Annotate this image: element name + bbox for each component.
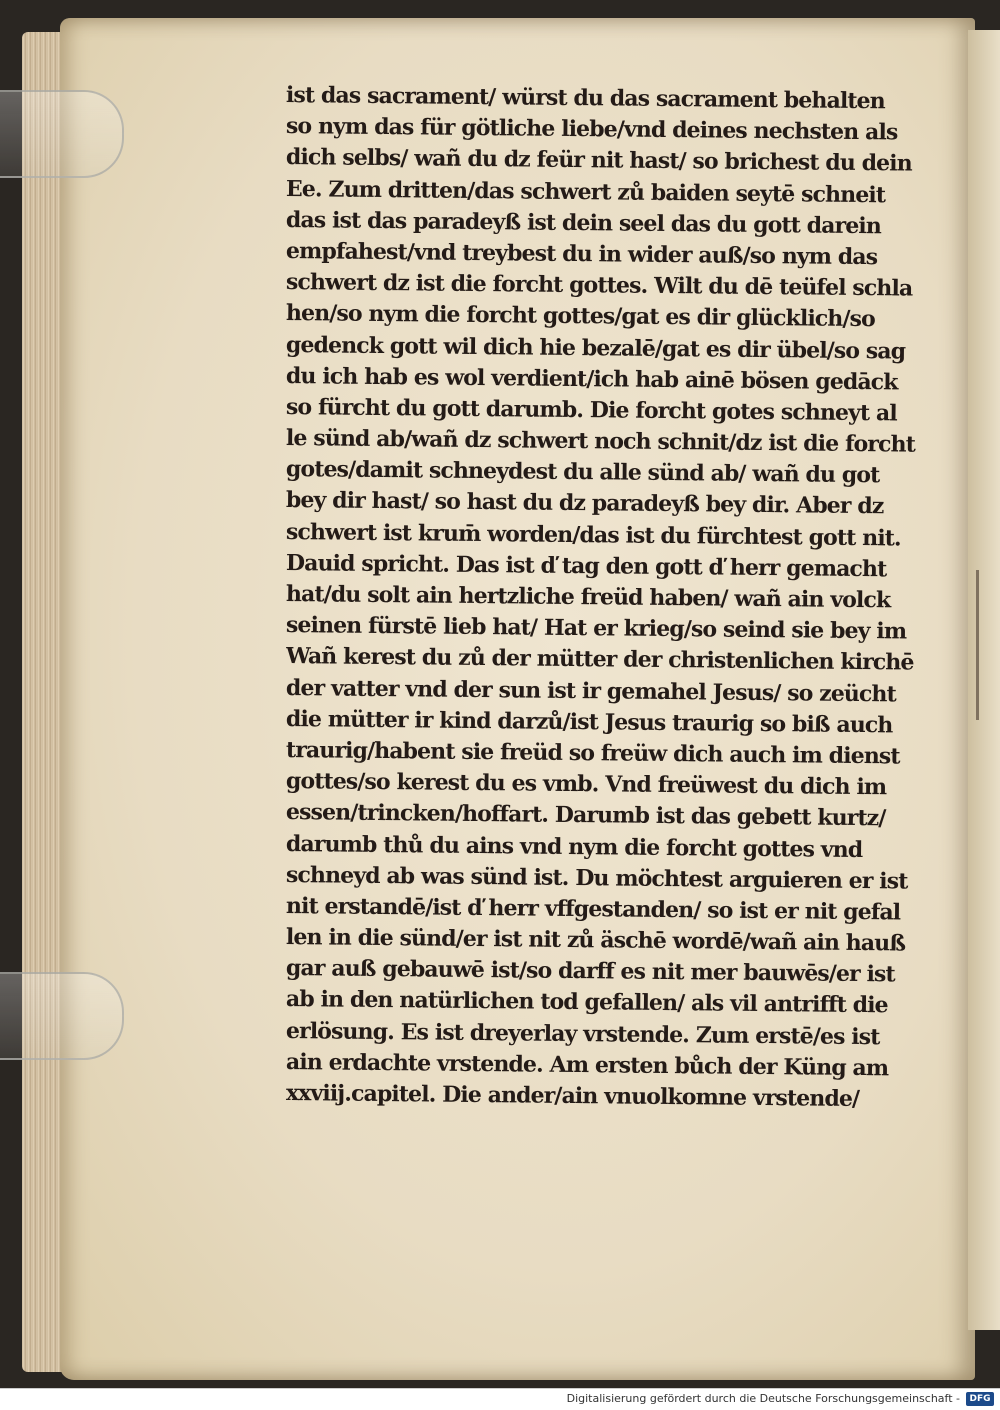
blackletter-text-block [285,80,946,1113]
text-line: das ist das paradeyß ist dein seel das du gott darein [285,206,882,239]
page-clamp-bottom [0,972,124,1060]
text-line: ab in den natürlichen tod gefallen/ als vil antrifft die [285,986,888,1019]
text-line: hen/so nym die forcht gottes/gat es dir glücklich/so [285,300,875,333]
text-line: die mütter ir kind darzů/ist Jesus traurig so biß auch [285,705,893,739]
text-line: hat/du solt ain hertzliche freüd haben/ wañ ain volck [285,581,891,614]
text-line: gar auß gebauwē ist/so darff es nit mer bauwēs/er ist [285,955,895,988]
text-line: xxviij.capitel. Die ander/ain vnuolkomne vrstende/ [285,1080,860,1113]
text-line: len in die sünd/er ist nit zů äschē wordē/wañ ain hauß [285,924,906,957]
text-line: le sünd ab/wañ dz schwert noch schnit/dz ist die forcht [285,425,916,458]
text-line: gottes/so kerest du es vmb. Vnd freüwest du dich im [285,768,887,801]
text-line: Ee. Zum dritten/das schwert zů baiden seytē schneit [285,175,886,208]
text-line: du ich hab es wol verdient/ich hab ainē bösen gedāck [285,362,898,396]
text-line: ist das sacrament/ würst du das sacrament behalten [285,82,885,115]
text-line: schwert dz ist die forcht gottes. Wilt du dē teüfel schla [285,269,913,302]
digitization-footer [0,1388,1000,1410]
text-line: traurig/habent sie freüd so freüw dich auch im dienst [285,736,900,770]
text-line: empfahest/vnd treybest du in wider auß/so nym das [285,237,878,271]
text-line: essen/trincken/hoffart. Darumb ist das gebett kurtz/ [285,799,886,832]
text-line: gedenck gott wil dich hie bezalē/gat es dir übel/so sag [285,331,906,364]
text-line: gotes/damit schneydest du alle sünd ab/ wañ du got [285,456,880,489]
text-line: schneyd ab was sünd ist. Du möchtest arguieren er ist [285,861,908,895]
page-clamp-top [0,90,124,178]
text-line: bey dir hast/ so hast du dz paradeyß bey dir. Aber dz [285,487,884,520]
text-line: der vatter vnd der sun ist ir gemahel Jesus/ so zeücht [285,674,896,707]
dfg-logo: DFG [966,1392,994,1406]
text-line: darumb thů du ains vnd nym die forcht gottes vnd [285,830,863,863]
text-line: nit erstandē/ist ď herr vffgestanden/ so ist er nit gefal [285,892,901,926]
text-line: dich selbs/ wañ du dz feür nit hast/ so brichest du dein [285,144,912,177]
text-line: Wañ kerest du zů der mütter der christenlichen kirchē [285,643,914,676]
text-line: schwert ist krum̄ worden/das ist du fürchtest gott nit. [285,518,901,552]
text-line: seinen fürstē lieb hat/ Hat er krieg/so seind sie bey im [285,612,907,645]
next-page-print [976,570,1000,720]
text-line: Dauid spricht. Das ist ď tag den gott ď herr gemacht [285,549,887,583]
text-line: so fürcht du gott darumb. Die forcht gotes schneyt al [285,393,897,427]
text-line: erlösung. Es ist dreyerlay vrstende. Zum erstē/es ist [285,1017,880,1050]
text-line: ain erdachte vrstende. Am ersten bůch der Küng am [285,1048,889,1082]
funding-credit: Digitalisierung gefördert durch die Deutsche Forschungsgemeinschaft - [566,1392,960,1405]
text-line: so nym das für götliche liebe/vnd deines nechsten als [285,113,898,146]
